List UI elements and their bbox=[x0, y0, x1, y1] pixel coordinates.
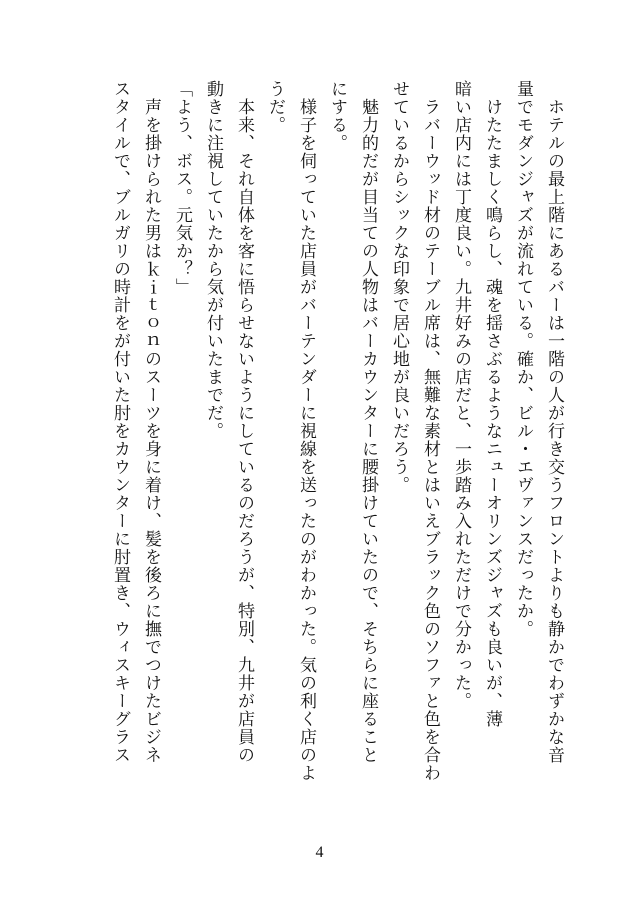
text-line: にする。 bbox=[327, 80, 347, 152]
text-line: 魅力的だが目当ての人物はバーカウンターに腰掛けていたので、そちらに座ること bbox=[358, 80, 378, 764]
text-line: スタイルで、ブルガリの時計をが付いた肘をカウンターに肘置き、ウィスキーグラス bbox=[110, 80, 130, 764]
text-line: 「よう、ボス。元気か？」 bbox=[172, 80, 192, 296]
text-line: ラバーウッド材のテーブル席は、無難な素材とはいえブラック色のソファと色を合わ bbox=[420, 80, 440, 782]
novel-text-block bbox=[49, 80, 569, 840]
text-line: けたたましく鳴らし、魂を揺さぶるようなニューオリンズジャズも良いが、薄 bbox=[482, 80, 502, 728]
text-line: せているからシックな印象で居心地が良いだろう。 bbox=[389, 80, 409, 494]
text-line: 動きに注視していたから気が付いたまでだ。 bbox=[203, 80, 223, 440]
text-line: 暗い店内には丁度良い。九井好みの店だと、一歩踏み入れただけで分かった。 bbox=[451, 80, 471, 710]
text-line: 様子を伺っていた店員がバーテンダーに視線を送ったのがわかった。気の利く店のよ bbox=[296, 80, 316, 782]
page-number: 4 bbox=[315, 844, 324, 861]
text-line: 量でモダンジャズが流れている。確か、ビル・エヴァンスだったか。 bbox=[513, 80, 533, 638]
text-line: 本来、それ自体を客に悟らせないようにしているのだろうが、特別、九井が店員の bbox=[234, 80, 254, 764]
text-line: ホテルの最上階にあるバーは一階の人が行き交うフロントよりも静かでわずかな音 bbox=[544, 80, 564, 764]
text-line: 声を掛けられた男はｋｉｔｏｎのスーツを身に着け、髪を後ろに撫でつけたビジネ bbox=[141, 80, 161, 764]
text-line: うだ。 bbox=[265, 80, 285, 134]
